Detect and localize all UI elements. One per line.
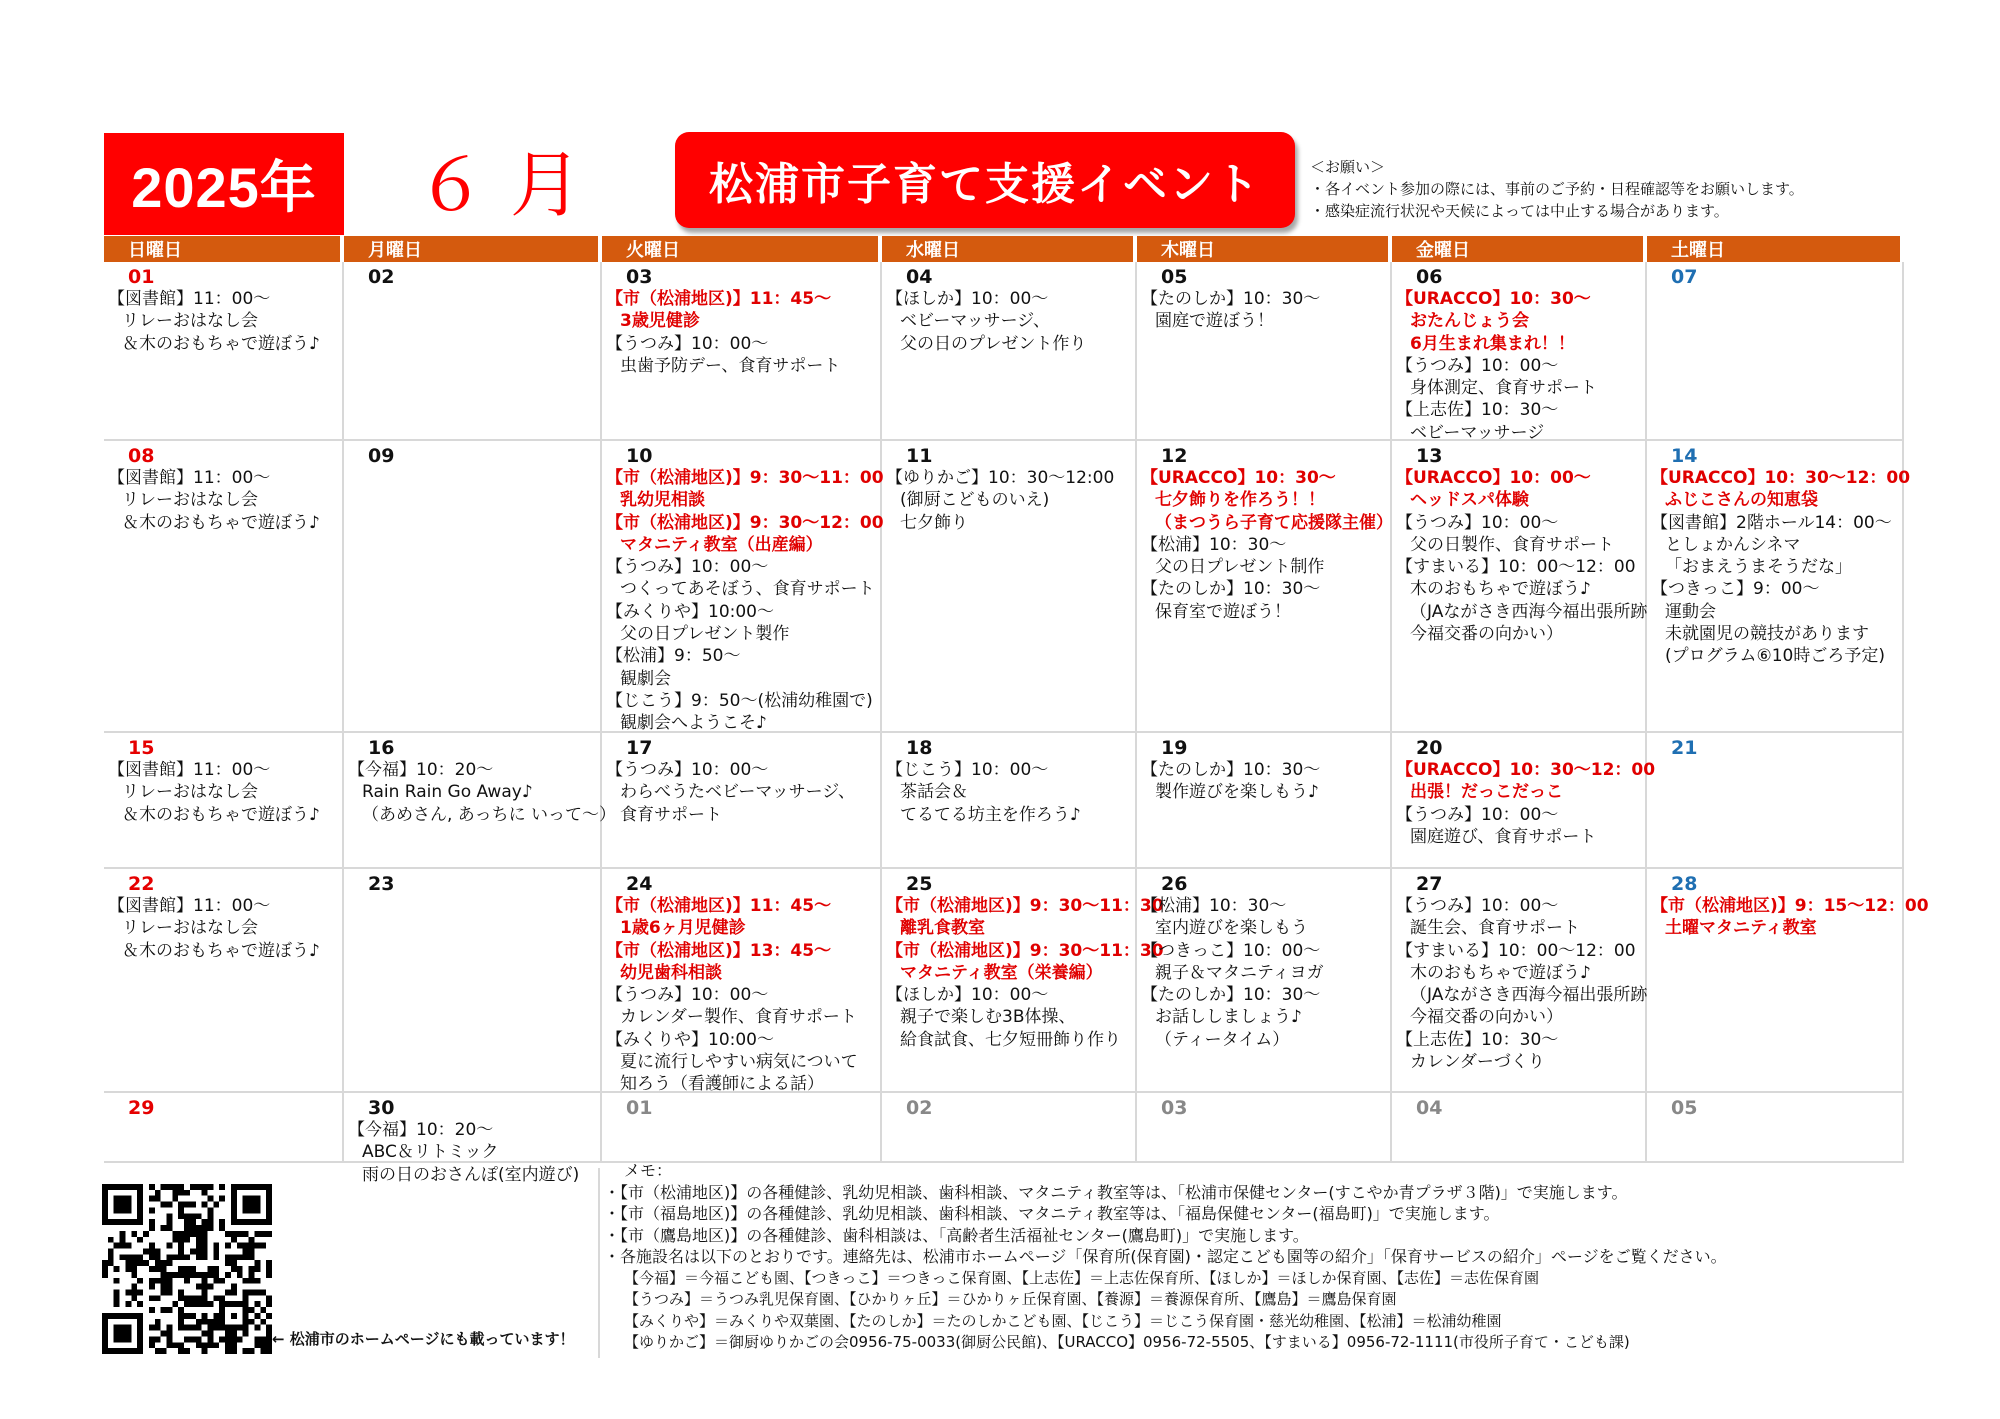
facility-line: 【うつみ】＝うつみ乳児保育園、【ひかりヶ丘】＝ひかりヶ丘保育園、【養源】＝養源保育所、【鷹島】＝鷹島保育園 — [624, 1290, 1397, 1308]
day-cell — [602, 441, 882, 733]
day-number: 11 — [906, 445, 933, 467]
memo-divider — [598, 1168, 600, 1358]
event-text: 親子＆マタニティヨガ — [1155, 962, 1324, 983]
memo-section — [604, 1160, 1994, 1354]
event-host: 【うつみ】10：00～ — [1396, 355, 1559, 376]
event-text: ＆木のおもちゃで遊ぼう♪ — [122, 940, 320, 961]
notice-line: ・各イベント参加の際には、事前のご予約・日程確認等をお願いします。 — [1310, 180, 1804, 198]
day-number: 02 — [906, 1097, 933, 1119]
event-text: ＆木のおもちゃで遊ぼう♪ — [122, 512, 320, 533]
event-host: 【市（松浦地区)】9：30～11：30 — [886, 940, 1164, 961]
event-text: ＆木のおもちゃで遊ぼう♪ — [122, 333, 320, 354]
day-number: 19 — [1161, 737, 1188, 759]
event-host: 【市（松浦地区)】9：30～12：00 — [606, 512, 884, 533]
event-text: カレンダー製作、食育サポート — [620, 1007, 857, 1028]
event-text: ABC＆リトミック — [362, 1142, 499, 1163]
event-host: 【みくりや】10:00～ — [606, 601, 774, 622]
day-number: 28 — [1671, 873, 1698, 895]
day-number: 26 — [1161, 873, 1188, 895]
event-text: 父の日プレゼント製作 — [620, 624, 790, 645]
event-text: （JAながさき西海今福出張所跡 — [1410, 985, 1648, 1006]
day-cell — [344, 733, 617, 869]
memo-line: ・【市（福島地区)】の各種健診、乳幼児相談、歯科相談、マタニティ教室等は、「福島保健センター(福島町)」で実施します。 — [604, 1204, 1500, 1223]
event-text: 土曜マタニティ教室 — [1665, 918, 1817, 939]
event-host: 【URACCO】10：30～12：00 — [1396, 760, 1656, 780]
event-host: 【すまいる】10：00～12：00 — [1396, 557, 1636, 578]
day-cell — [1392, 869, 1647, 1093]
day-number: 14 — [1671, 445, 1698, 467]
day-cell — [1647, 262, 1904, 441]
day-number: 06 — [1416, 266, 1443, 288]
day-cell — [1647, 869, 1929, 1093]
facility-line: 【ゆりかご】＝御厨ゆりかごの会0956-75-0033(御厨公民館)、【URACCO】0956-72-5505、【すまいる】0956-72-1111(市役所子育て・こども課) — [624, 1333, 1630, 1351]
event-text: リレーおはなし会 — [122, 918, 258, 939]
weekday-header: 水曜日 — [882, 236, 1137, 262]
event-text: 木のおもちゃで遊ぼう♪ — [1410, 579, 1591, 600]
event-host: 【松浦】10：30～ — [1141, 896, 1287, 916]
event-text: 園庭遊び、食育サポート — [1410, 826, 1597, 847]
day-cell — [1137, 733, 1392, 869]
event-host: 【うつみ】10：00～ — [1396, 896, 1559, 916]
event-host: 【市（松浦地区)】9：30～11：30 — [886, 896, 1164, 916]
weekday-header: 土曜日 — [1647, 236, 1904, 262]
event-text: 幼児歯科相談 — [620, 962, 722, 983]
day-cell — [104, 441, 344, 733]
day-cell — [104, 733, 344, 869]
event-text: ＆木のおもちゃで遊ぼう♪ — [122, 804, 320, 825]
event-text: 雨の日のおさんぽ(室内遊び) — [362, 1164, 580, 1185]
event-text: 誕生会、食育サポート — [1410, 918, 1580, 939]
event-text: 乳幼児相談 — [620, 490, 705, 511]
memo-title: メモ： — [624, 1161, 673, 1180]
event-text: 父の日製作、食育サポート — [1410, 534, 1614, 555]
day-cell — [602, 869, 882, 1093]
memo-line: ・各施設名は以下のとおりです。連絡先は、松浦市ホームページ「保育所(保育園)・認定こども園等の紹介」「保育サービスの紹介」ページをご覧ください。 — [604, 1247, 1727, 1266]
event-host: 【市（松浦地区)】11：45～ — [606, 289, 832, 309]
event-host: 【図書館】11：00～ — [108, 760, 271, 780]
event-text: 今福交番の向かい） — [1410, 624, 1563, 645]
event-host: 【みくりや】10:00～ — [606, 1029, 774, 1050]
event-text: 身体測定、食育サポート — [1410, 378, 1597, 399]
event-text: (プログラム⑥10時ごろ予定) — [1665, 646, 1885, 667]
day-number: 05 — [1671, 1097, 1698, 1119]
memo-line: ・【市（松浦地区)】の各種健診、乳幼児相談、歯科相談、マタニティ教室等は、「松浦市保健センター(すこやか青プラザ３階)」で実施します。 — [604, 1182, 1628, 1202]
event-text: （ティータイム） — [1155, 1029, 1290, 1050]
event-host: 【URACCO】10：30～ — [1396, 289, 1591, 309]
event-text: 出張！だっこだっこ — [1410, 782, 1563, 803]
event-host: 【ほしか】10：00～ — [886, 289, 1049, 309]
event-text: 離乳食教室 — [900, 918, 985, 939]
event-text: カレンダーづくり — [1410, 1052, 1545, 1073]
event-text: 園庭で遊ぼう！ — [1155, 311, 1274, 332]
event-host: 【たのしか】10：30～ — [1141, 289, 1321, 309]
memo-line: ・【市（鷹島地区)】の各種健診、歯科相談は、「高齢者生活福祉センター(鷹島町)」で実施します。 — [604, 1225, 1309, 1245]
day-cell — [882, 441, 1137, 733]
event-host: 【URACCO】10：00～ — [1396, 468, 1591, 488]
event-text: 6月生まれ集まれ！！ — [1410, 333, 1575, 354]
event-host: 【今福】10：20～ — [348, 760, 494, 780]
day-number: 23 — [368, 873, 395, 895]
event-text: 観劇会へようこそ♪ — [620, 713, 767, 734]
day-cell — [1137, 1093, 1392, 1163]
day-cell — [1647, 1093, 1904, 1163]
day-number: 29 — [128, 1097, 155, 1119]
qr-code[interactable] — [102, 1184, 272, 1354]
event-host: 【松浦】9：50～ — [606, 646, 741, 667]
event-host: 【つきっこ】9：00～ — [1651, 579, 1820, 600]
event-text: 室内遊びを楽しもう — [1155, 918, 1308, 939]
event-text: 七夕飾り — [900, 512, 968, 533]
day-cell — [882, 869, 1164, 1093]
day-cell — [1137, 441, 1392, 733]
event-text: 給食試食、七夕短冊飾り作り — [900, 1029, 1121, 1050]
event-host: 【じこう】10：00～ — [886, 760, 1049, 780]
day-number: 30 — [368, 1097, 395, 1119]
day-number: 20 — [1416, 737, 1443, 759]
day-number: 12 — [1161, 445, 1188, 467]
event-text: ふじこさんの知恵袋 — [1665, 490, 1818, 511]
event-text: 3歳児健診 — [620, 311, 700, 332]
event-host: 【市（松浦地区)】9：15～12：00 — [1651, 896, 1929, 916]
event-host: 【つきっこ】10：00～ — [1141, 940, 1321, 961]
event-text: 七夕飾りを作ろう！！ — [1155, 490, 1325, 511]
event-text: (御厨こどものいえ) — [900, 490, 1050, 511]
event-text: つくってあそぼう、食育サポート — [620, 579, 875, 600]
event-text: わらべうたベビーマッサージ、 — [620, 782, 855, 803]
day-number: 18 — [906, 737, 933, 759]
event-text: 父の日プレゼント制作 — [1155, 557, 1325, 578]
notice — [1310, 156, 2000, 222]
event-host: 【すまいる】10：00～12：00 — [1396, 940, 1636, 961]
event-text: 父の日のプレゼント作り — [900, 333, 1087, 354]
event-text: 木のおもちゃで遊ぼう♪ — [1410, 962, 1591, 983]
event-text: （まつうら子育て応援隊主催） — [1155, 512, 1393, 533]
event-host: 【URACCO】10：30～ — [1141, 468, 1336, 488]
day-cell — [104, 262, 344, 441]
day-number: 10 — [626, 445, 653, 467]
day-number: 07 — [1671, 266, 1698, 288]
day-number: 04 — [1416, 1097, 1443, 1119]
facility-line: 【今福】＝今福こども園、【つきっこ】＝つきっこ保育園、【上志佐】＝上志佐保育所、【ほしか】＝ほしか保育園、【志佐】＝志佐保育園 — [624, 1268, 1540, 1287]
day-number: 08 — [128, 445, 155, 467]
day-number: 16 — [368, 737, 395, 759]
event-text: （あめさん, あっちに いって～） — [362, 804, 617, 825]
day-number: 13 — [1416, 445, 1443, 467]
month-label: ６ 月 — [415, 143, 582, 227]
event-text: 1歳6ヶ月児健診 — [620, 918, 746, 939]
event-host: 【今福】10：20～ — [348, 1120, 494, 1140]
day-number: 02 — [368, 266, 395, 288]
event-text: 親子で楽しむ3B体操、 — [900, 1007, 1076, 1028]
event-text: マタニティ教室（出産編） — [620, 534, 823, 555]
year-label: 2025年 — [104, 133, 344, 235]
event-host: 【たのしか】10：30～ — [1141, 579, 1321, 600]
event-host: 【うつみ】10：00～ — [606, 333, 769, 354]
event-host: 【URACCO】10：30～12：00 — [1651, 468, 1911, 488]
weekday-header: 金曜日 — [1392, 236, 1647, 262]
page-title: 松浦市子育て支援イベント — [675, 132, 1295, 228]
day-number: 15 — [128, 737, 155, 759]
day-cell — [104, 1093, 344, 1163]
weekday-header: 木曜日 — [1137, 236, 1392, 262]
event-text: 保育室で遊ぼう！ — [1155, 601, 1291, 622]
event-host: 【ほしか】10：00～ — [886, 985, 1049, 1006]
day-cell — [1392, 441, 1647, 733]
event-text: 製作遊びを楽しもう♪ — [1155, 782, 1319, 803]
event-host: 【図書館】11：00～ — [108, 289, 271, 309]
event-text: ベビーマッサージ、 — [900, 311, 1050, 332]
day-number: 17 — [626, 737, 653, 759]
event-host: 【上志佐】10：30～ — [1396, 1029, 1559, 1050]
event-text: 食育サポート — [620, 804, 722, 825]
day-number: 09 — [368, 445, 395, 467]
day-number: 03 — [1161, 1097, 1188, 1119]
facility-line: 【みくりや】＝みくりや双葉園、【たのしか】＝たのしかこども園、【じこう】＝じこう保育園・慈光幼稚園、【松浦】＝松浦幼稚園 — [624, 1311, 1502, 1330]
event-host: 【うつみ】10：00～ — [606, 557, 769, 578]
day-cell — [344, 262, 602, 441]
day-number: 27 — [1416, 873, 1443, 895]
weekday-header: 火曜日 — [602, 236, 882, 262]
event-text: としょかんシネマ — [1665, 534, 1801, 555]
event-host: 【図書館】2階ホール14：00～ — [1651, 512, 1892, 533]
day-number: 05 — [1161, 266, 1188, 288]
event-text: 虫歯予防デー、食育サポート — [620, 355, 841, 376]
day-cell — [1392, 733, 1656, 869]
event-text: 知ろう（看護師による話） — [620, 1074, 824, 1095]
notice-line: ＜お願い＞ — [1310, 158, 1386, 176]
event-text: （JAながさき西海今福出張所跡 — [1410, 601, 1648, 622]
day-cell — [1647, 733, 1904, 869]
event-text: お話ししましょう♪ — [1155, 1007, 1302, 1028]
day-cell — [882, 1093, 1137, 1163]
event-host: 【上志佐】10：30～ — [1396, 400, 1559, 421]
day-cell — [882, 733, 1137, 869]
event-text: 「おまえうまそうだな」 — [1665, 557, 1852, 578]
event-text: 未就園児の競技があります — [1665, 624, 1869, 645]
event-host: 【市（松浦地区)】13：45～ — [606, 940, 832, 961]
event-host: 【図書館】11：00～ — [108, 896, 271, 916]
event-text: 今福交番の向かい） — [1410, 1007, 1563, 1028]
event-host: 【うつみ】10：00～ — [606, 760, 769, 780]
notice-line: ・感染症流行状況や天候によっては中止する場合があります。 — [1310, 202, 1729, 220]
event-text: マタニティ教室（栄養編） — [900, 962, 1103, 983]
day-number: 24 — [626, 873, 653, 895]
event-text: ヘッドスパ体験 — [1410, 490, 1529, 511]
weekday-header: 日曜日 — [104, 236, 344, 262]
day-cell — [1647, 441, 1911, 733]
event-text: リレーおはなし会 — [122, 311, 258, 332]
event-text: Rain Rain Go Away♪ — [362, 782, 533, 803]
event-host: 【市（松浦地区)】9：30～11：00 — [606, 468, 884, 488]
day-cell — [602, 1093, 882, 1163]
day-number: 01 — [626, 1097, 653, 1119]
day-number: 25 — [906, 873, 933, 895]
qr-caption: ← 松浦市のホームページにも載っています！ — [272, 1330, 575, 1348]
event-host: 【じこう】9：50～(松浦幼稚園で) — [606, 690, 873, 711]
event-host: 【松浦】10：30～ — [1141, 534, 1287, 555]
event-host: 【図書館】11：00～ — [108, 468, 271, 488]
event-text: リレーおはなし会 — [122, 490, 258, 511]
event-host: 【うつみ】10：00～ — [1396, 512, 1559, 533]
event-text: おたんじょう会 — [1410, 311, 1529, 332]
event-host: 【うつみ】10：00～ — [606, 985, 769, 1006]
weekday-header: 月曜日 — [344, 236, 602, 262]
event-text: 茶話会＆ — [900, 782, 968, 803]
event-text: てるてる坊主を作ろう♪ — [900, 804, 1081, 825]
day-cell — [1392, 262, 1647, 441]
day-number: 04 — [906, 266, 933, 288]
day-number: 03 — [626, 266, 653, 288]
event-host: 【たのしか】10：30～ — [1141, 985, 1321, 1006]
day-number: 01 — [128, 266, 155, 288]
event-text: リレーおはなし会 — [122, 782, 258, 803]
day-cell — [344, 869, 602, 1093]
day-cell — [104, 869, 344, 1093]
day-cell — [602, 262, 882, 441]
day-cell — [602, 733, 882, 869]
day-number: 22 — [128, 873, 155, 895]
day-cell — [1392, 1093, 1647, 1163]
event-text: 夏に流行しやすい病気について — [620, 1052, 858, 1073]
day-cell — [344, 441, 602, 733]
day-cell — [1137, 262, 1392, 441]
day-number: 21 — [1671, 737, 1698, 759]
day-cell — [344, 1093, 602, 1185]
day-cell — [1137, 869, 1392, 1093]
event-host: 【市（松浦地区)】11：45～ — [606, 896, 832, 916]
event-text: ベビーマッサージ — [1410, 422, 1545, 443]
event-host: 【ゆりかご】10：30～12:00 — [886, 468, 1115, 488]
event-text: 観劇会 — [620, 668, 671, 689]
event-host: 【うつみ】10：00～ — [1396, 804, 1559, 825]
event-text: 運動会 — [1665, 601, 1716, 622]
event-host: 【たのしか】10：30～ — [1141, 760, 1321, 780]
day-cell — [882, 262, 1137, 441]
